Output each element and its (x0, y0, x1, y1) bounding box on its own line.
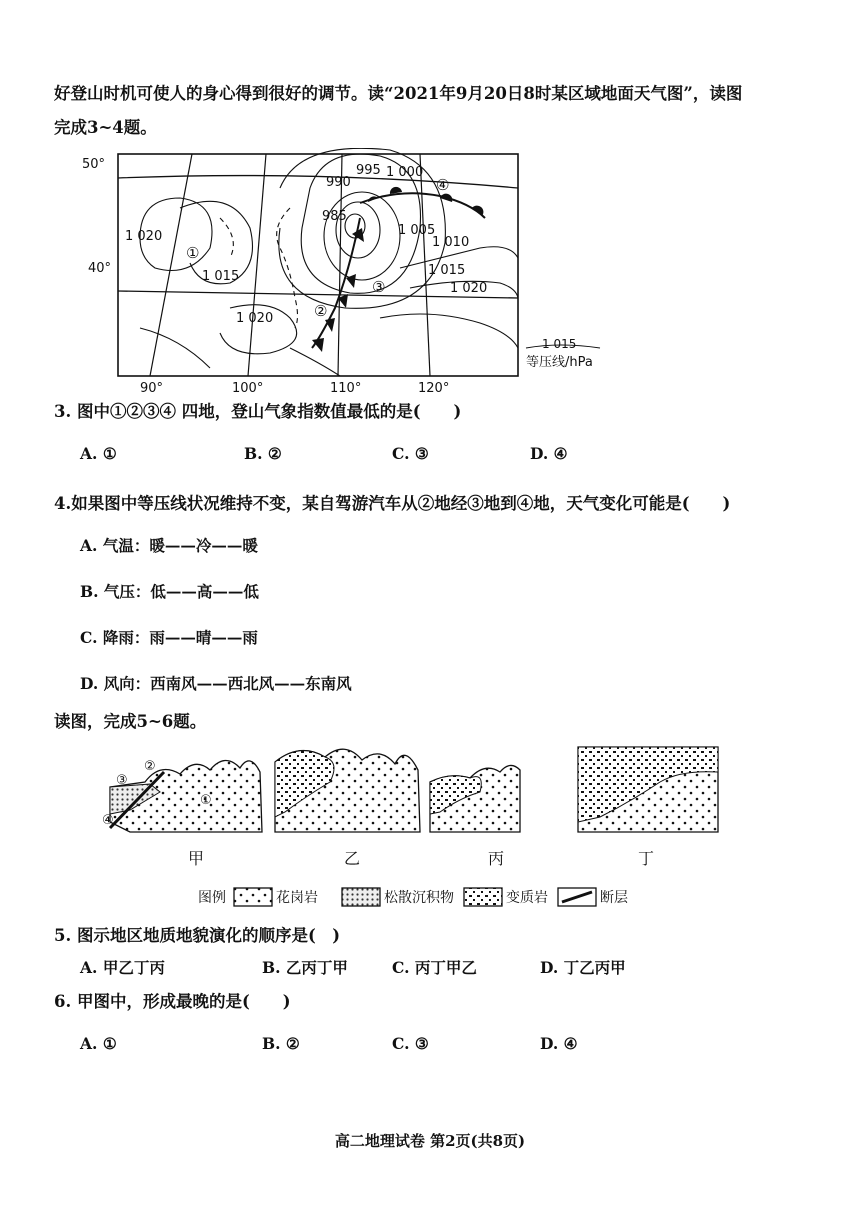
legend-meta: 变质岩 (506, 890, 548, 906)
question-6-stem: 6. 甲图中，形成最晚的是( ) (54, 992, 291, 1011)
isobar-label: 995 (356, 163, 381, 178)
lat-label: 40° (88, 261, 112, 276)
isobar-label: 990 (326, 175, 351, 190)
q5-option-a[interactable]: A. 甲乙丁丙 (80, 958, 165, 977)
question-3-stem: 3. 图中①②③④ 四地，登山气象指数值最低的是( ) (54, 402, 462, 421)
isobar-label: 1 010 (432, 235, 470, 250)
legend-fault: 断层 (600, 890, 628, 906)
geo-marker: ② (144, 759, 156, 774)
panel-label-yi: 乙 (344, 849, 361, 868)
isobar-label: 1 015 (428, 263, 466, 278)
weather-map (80, 148, 640, 398)
lon-label: 100° (232, 381, 264, 396)
q6-option-c[interactable]: C. ③ (392, 1034, 429, 1053)
map-point-3: ③ (372, 278, 386, 296)
q3-option-d[interactable]: D. ④ (530, 444, 568, 463)
legend-title: 图例 (198, 890, 226, 906)
q6-option-d[interactable]: D. ④ (540, 1034, 578, 1053)
panel-label-ding: 丁 (638, 849, 655, 868)
lon-label: 90° (140, 381, 164, 396)
q3-option-c[interactable]: C. ③ (392, 444, 429, 463)
geology-figure (100, 742, 730, 917)
legend-label: 等压线/hPa (526, 355, 593, 370)
intro-line-2: 完成3~4题。 (54, 118, 157, 137)
q5-option-b[interactable]: B. 乙丙丁甲 (262, 958, 348, 977)
q4-option-b[interactable]: B. 气压：低——高——低 (80, 582, 259, 601)
map-point-1: ① (186, 244, 200, 262)
isobar-label: 1 020 (125, 229, 163, 244)
page-footer: 高二地理试卷 第2页(共8页) (334, 1132, 526, 1150)
geo-marker: ③ (116, 773, 128, 788)
isobar-label: 1 000 (386, 165, 424, 180)
geo-marker: ① (200, 793, 212, 808)
isobar-label: 1 020 (236, 311, 274, 326)
panel-label-jia: 甲 (188, 849, 205, 868)
q4-option-a[interactable]: A. 气温：暖——冷——暖 (80, 536, 258, 555)
q3-option-a[interactable]: A. ① (80, 444, 117, 463)
intro-2: 读图，完成5~6题。 (54, 712, 207, 731)
q5-option-c[interactable]: C. 丙丁甲乙 (392, 958, 477, 977)
legend-value: 1 015 (542, 337, 577, 351)
map-point-2: ② (314, 302, 328, 320)
lat-label: 50° (82, 157, 106, 172)
q5-option-d[interactable]: D. 丁乙丙甲 (540, 958, 626, 977)
question-4-stem: 4.如果图中等压线状况维持不变，某自驾游汽车从②地经③地到④地，天气变化可能是( ) (54, 494, 731, 513)
q6-option-b[interactable]: B. ② (262, 1034, 300, 1053)
intro-line-1: 好登山时机可使人的身心得到很好的调节。读“2021年9月20日8时某区域地面天气图”，读图 (54, 84, 743, 103)
isobar-label: 1 020 (450, 281, 488, 296)
isobar-label: 985 (322, 209, 347, 224)
q6-option-a[interactable]: A. ① (80, 1034, 117, 1053)
q3-option-b[interactable]: B. ② (244, 444, 282, 463)
geo-marker: ④ (102, 813, 114, 828)
q4-option-c[interactable]: C. 降雨：雨——晴——雨 (80, 628, 258, 647)
legend-loose: 松散沉积物 (384, 890, 454, 906)
isobar-label: 1 015 (202, 269, 240, 284)
map-point-4: ④ (436, 176, 450, 194)
isobar-label: 1 005 (398, 223, 436, 238)
q4-option-d[interactable]: D. 风向：西南风——西北风——东南风 (80, 674, 352, 693)
lon-label: 110° (330, 381, 362, 396)
legend-granite: 花岗岩 (276, 890, 318, 906)
lon-label: 120° (418, 381, 450, 396)
question-5-stem: 5. 图示地区地质地貌演化的顺序是( ) (54, 926, 341, 945)
panel-label-bing: 丙 (488, 849, 505, 868)
